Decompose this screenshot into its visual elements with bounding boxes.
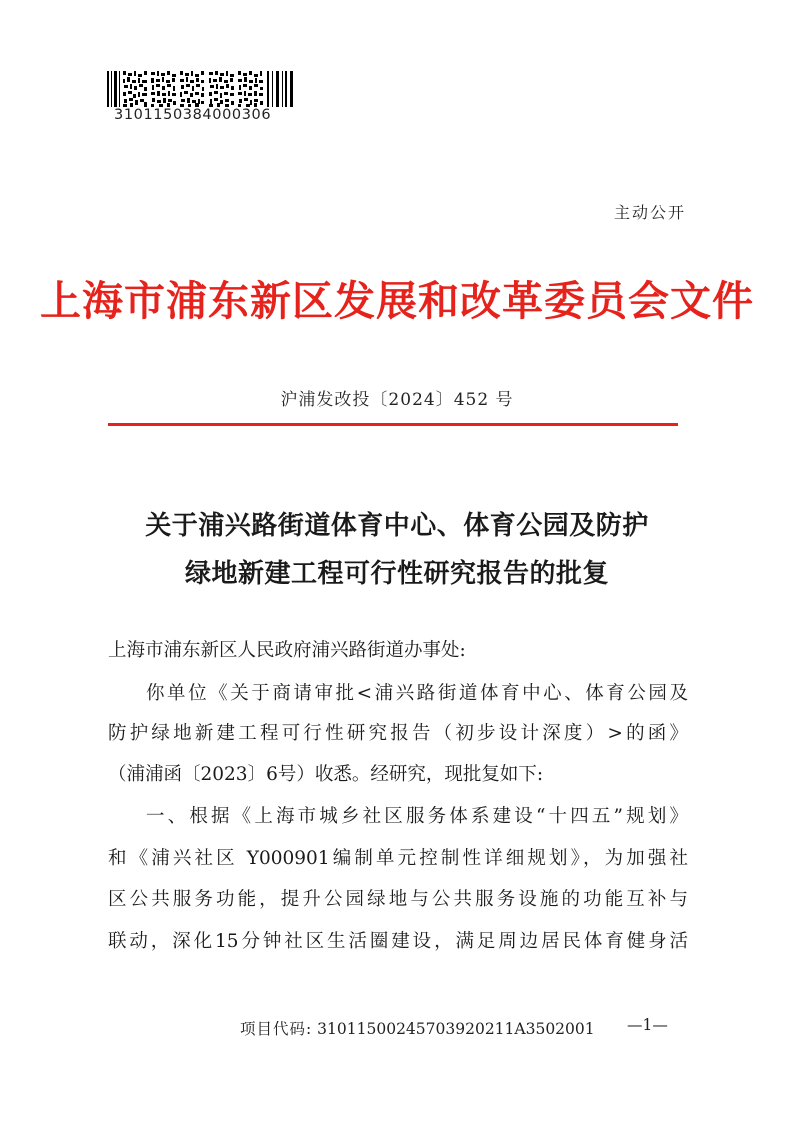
issuing-organization-title: 上海市浦东新区发展和改革委员会文件	[40, 277, 754, 325]
page-number: —1—	[627, 1016, 668, 1034]
body-line-7: 联动，深化15分钟社区生活圈建设，满足周边居民体育健身活	[108, 931, 688, 952]
body-line-5: 和《浦兴社区 Y000901编制单元控制性详细规划》，为加强社	[108, 848, 688, 869]
project-code-footer	[240, 1017, 595, 1039]
body-line-6: 区公共服务功能，提升公园绿地与公共服务设施的功能互补与	[108, 889, 688, 910]
body-line-2: 防护绿地新建工程可行性研究报告（初步设计深度）>的函》	[108, 723, 688, 744]
body-line-1: 你单位《关于商请审批<浦兴路街道体育中心、体育公园及	[146, 683, 688, 704]
body-line-4: 一、根据《上海市城乡社区服务体系建设“十四五”规划》	[146, 806, 688, 827]
document-number: 沪浦发改投〔2024〕452 号	[280, 390, 514, 410]
document-title-line-2: 绿地新建工程可行性研究报告的批复	[184, 559, 609, 589]
project-code-value: 31011500245703920211A3502001	[317, 1020, 595, 1038]
disclosure-label: 主动公开	[613, 203, 686, 222]
barcode-image	[107, 71, 293, 107]
barcode-number: 3101150384000306	[114, 107, 272, 123]
addressee: 上海市浦东新区人民政府浦兴路街道办事处:	[108, 640, 466, 661]
project-code-label: 项目代码:	[240, 1020, 313, 1038]
document-title-line-1: 关于浦兴路街道体育中心、体育公园及防护	[145, 511, 649, 541]
body-line-3: （浦浦函〔2023〕6号）收悉。经研究，现批复如下:	[108, 764, 544, 785]
red-divider-line	[108, 423, 678, 426]
